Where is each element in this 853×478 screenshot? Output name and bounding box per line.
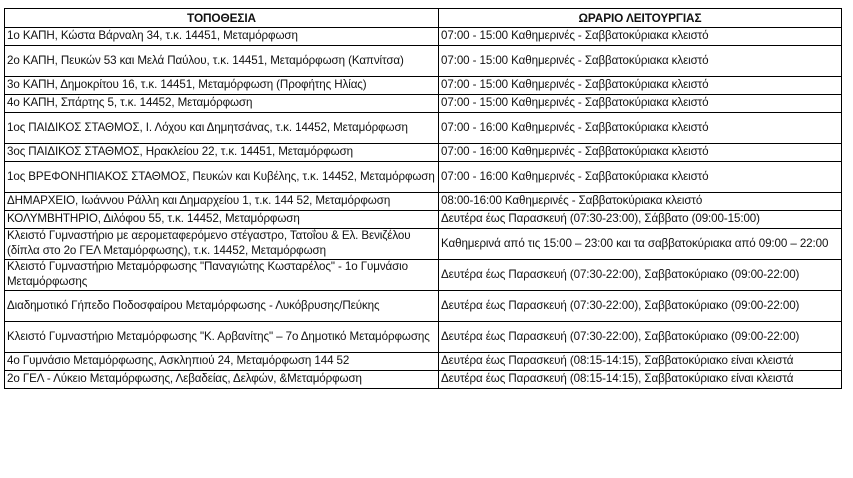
schedule-table [4,8,842,389]
table-row [5,322,842,353]
table-row [5,193,842,211]
header-hours: ΩΡΑΡΙΟ ΛΕΙΤΟΥΡΓΙΑΣ [439,9,842,28]
table-row [5,113,842,144]
hours-cell: 07:00 - 15:00 Καθημερινές - Σαββατοκύριακα κλειστό [439,28,842,46]
location-cell: 2ο ΓΕΛ - Λύκειο Μεταμόρφωσης, Λεβαδείας, Δελφών, &Μεταμόρφωση [5,371,439,389]
table-header-row [5,9,842,28]
table-row [5,162,842,193]
location-cell: 1ο ΚΑΠΗ, Κώστα Βάρναλη 34, τ.κ. 14451, Μεταμόρφωση [5,28,439,46]
table-row [5,77,842,95]
location-cell: Κλειστό Γυμναστήριο Μεταμόρφωσης "Κ. Αρβανίτης" – 7ο Δημοτικό Μεταμόρφωσης [5,322,439,353]
hours-cell: 07:00 - 15:00 Καθημερινές - Σαββατοκύριακα κλειστό [439,46,842,77]
hours-cell: Δευτέρα έως Παρασκευή (07:30-22:00), Σαββατοκύριακο (09:00-22:00) [439,260,842,291]
table-row [5,371,842,389]
hours-cell: Δευτέρα έως Παρασκευή (07:30-23:00), Σάββατο (09:00-15:00) [439,211,842,229]
table-row [5,95,842,113]
location-cell: Κλειστό Γυμναστήριο με αερομεταφερόμενο στέγαστρο, Τατοΐου & Ελ. Βενιζέλου (δίπλα στο 2ο ΓΕΛ Μεταμόρφωσης), τ.κ. 14452, Μεταμόρφωση [5,229,439,260]
location-cell: 3ο ΚΑΠΗ, Δημοκρίτου 16, τ.κ. 14451, Μεταμόρφωση (Προφήτης Ηλίας) [5,77,439,95]
table-row [5,46,842,77]
location-cell: 2ο ΚΑΠΗ, Πευκών 53 και Μελά Παύλου, τ.κ. 14451, Μεταμόρφωση (Καπνίτσα) [5,46,439,77]
location-cell: ΚΟΛΥΜΒΗΤΗΡΙΟ, Διλόφου 55, τ.κ. 14452, Μεταμόρφωση [5,211,439,229]
hours-cell: 07:00 - 16:00 Καθημερινές - Σαββατοκύριακα κλειστό [439,113,842,144]
header-location: ΤΟΠΟΘΕΣΙΑ [5,9,439,28]
table-row [5,144,842,162]
hours-cell: Δευτέρα έως Παρασκευή (07:30-22:00), Σαββατοκύριακο (09:00-22:00) [439,291,842,322]
hours-cell: 07:00 - 15:00 Καθημερινές - Σαββατοκύριακα κλειστό [439,77,842,95]
hours-cell: Δευτέρα έως Παρασκευή (08:15-14:15), Σαββατοκύριακο είναι κλειστά [439,353,842,371]
location-cell: Κλειστό Γυμναστήριο Μεταμόρφωσης "Παναγιώτης Κωσταρέλος" - 1ο Γυμνάσιο Μεταμόρφωσης [5,260,439,291]
location-cell: 4ο ΚΑΠΗ, Σπάρτης 5, τ.κ. 14452, Μεταμόρφωση [5,95,439,113]
hours-cell: Δευτέρα έως Παρασκευή (08:15-14:15), Σαββατοκύριακο είναι κλειστά [439,371,842,389]
schedule-table-container [4,8,841,389]
hours-cell: 07:00 - 16:00 Καθημερινές - Σαββατοκύριακα κλειστό [439,162,842,193]
location-cell: ΔΗΜΑΡΧΕΙΟ, Ιωάννου Ράλλη και Δημαρχείου 1, τ.κ. 144 52, Μεταμόρφωση [5,193,439,211]
hours-cell: 08:00-16:00 Καθημερινές - Σαββατοκύριακα κλειστό [439,193,842,211]
table-row [5,291,842,322]
hours-cell: 07:00 - 15:00 Καθημερινές - Σαββατοκύριακα κλειστό [439,95,842,113]
table-row [5,211,842,229]
location-cell: 3ος ΠΑΙΔΙΚΟΣ ΣΤΑΘΜΟΣ, Ηρακλείου 22, τ.κ. 14451, Μεταμόρφωση [5,144,439,162]
location-cell: 1ος ΠΑΙΔΙΚΟΣ ΣΤΑΘΜΟΣ, Ι. Λόχου και Δημητσάνας, τ.κ. 14452, Μεταμόρφωση [5,113,439,144]
table-row [5,229,842,260]
hours-cell: Δευτέρα έως Παρασκευή (07:30-22:00), Σαββατοκύριακο (09:00-22:00) [439,322,842,353]
location-cell: 1ος ΒΡΕΦΟΝΗΠΙΑΚΟΣ ΣΤΑΘΜΟΣ, Πευκών και Κυβέλης, τ.κ. 14452, Μεταμόρφωση [5,162,439,193]
location-cell: Διαδημοτικό Γήπεδο Ποδοσφαίρου Μεταμόρφωσης - Λυκόβρυσης/Πεύκης [5,291,439,322]
table-row [5,353,842,371]
hours-cell: Καθημερινά από τις 15:00 – 23:00 και τα σαββατοκύριακα από 09:00 – 22:00 [439,229,842,260]
table-row [5,260,842,291]
table-row [5,28,842,46]
hours-cell: 07:00 - 16:00 Καθημερινές - Σαββατοκύριακα κλειστό [439,144,842,162]
location-cell: 4ο Γυμνάσιο Μεταμόρφωσης, Ασκληπιού 24, Μεταμόρφωση 144 52 [5,353,439,371]
